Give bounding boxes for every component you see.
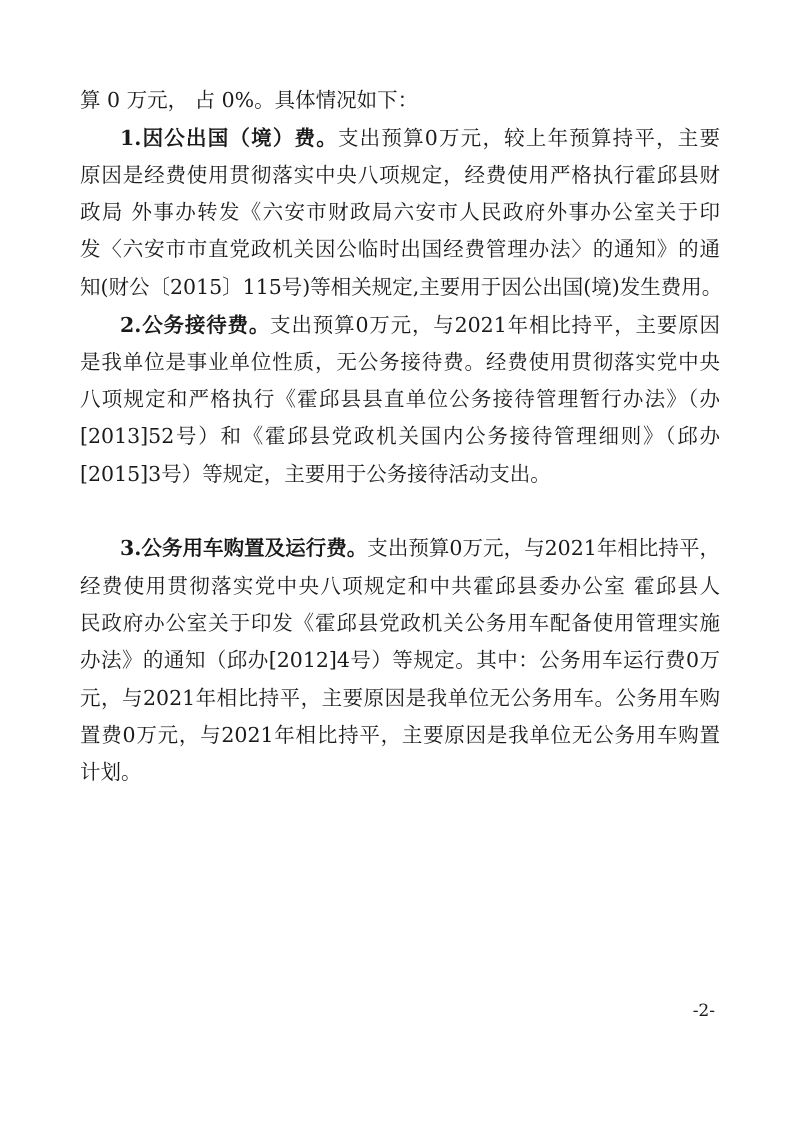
section2-line3: 八项规定和严格执行《霍邱县县直单位公务接待管理暂行办法》（办 bbox=[80, 387, 720, 411]
section3-line4: 办法》的通知（邱办[2012]4号）等规定。其中：公务用车运行费0万 bbox=[80, 648, 720, 672]
section1-line2: 原因是经费使用贯彻落实中央八项规定，经费使用严格执行霍邱县财 bbox=[80, 163, 720, 187]
section3-line3: 民政府办公室关于印发《霍邱县党政机关公务用车配备使用管理实施 bbox=[80, 611, 720, 635]
section3-line1-text: 支出预算0万元，与2021年相比持平， bbox=[367, 536, 720, 560]
section2-heading: 2.公务接待费。 bbox=[120, 313, 271, 337]
section2-line5: [2015]3号）等规定，主要用于公务接待活动支出。 bbox=[80, 462, 551, 486]
page-number: -2- bbox=[692, 1001, 715, 1021]
section1-first-line bbox=[120, 124, 720, 152]
section2-line2: 是我单位是事业单位性质，无公务接待费。经费使用贯彻落实党中央 bbox=[80, 350, 720, 374]
section3-line2: 经费使用贯彻落实党中央八项规定和中共霍邱县委办公室 霍邱县人 bbox=[80, 574, 720, 598]
section3-line7: 计划。 bbox=[80, 760, 142, 784]
section3-line6: 置费0万元，与2021年相比持平，主要原因是我单位无公务用车购置 bbox=[80, 723, 720, 747]
section3-line5: 元，与2021年相比持平，主要原因是我单位无公务用车。公务用车购 bbox=[80, 686, 720, 710]
section1-line3: 政局 外事办转发《六安市财政局六安市人民政府外事办公室关于印 bbox=[80, 200, 720, 224]
section2-line4: [2013]52号）和《霍邱县党政机关国内公务接待管理细则》（邱办 bbox=[80, 424, 720, 448]
section2-line1-text: 支出预算0万元，与2021年相比持平，主要原因 bbox=[270, 313, 720, 337]
section1-line5: 知(财公〔2015〕115号)等相关规定,主要用于因公出国(境)发生费用。 bbox=[80, 275, 723, 299]
section2-first-line bbox=[120, 311, 720, 339]
section3-first-line bbox=[120, 534, 720, 562]
section3-heading: 3.公务用车购置及运行费。 bbox=[120, 536, 368, 560]
intro-line: 算 0 万元， 占 0%。具体情况如下： bbox=[80, 88, 419, 112]
section1-line1-text: 支出预算0万元，较上年预算持平，主要 bbox=[337, 126, 721, 150]
section1-heading: 1.因公出国（境）费。 bbox=[120, 126, 338, 150]
section1-line4: 发〈六安市市直党政机关因公临时出国经费管理办法〉的通知》的通 bbox=[80, 237, 720, 261]
